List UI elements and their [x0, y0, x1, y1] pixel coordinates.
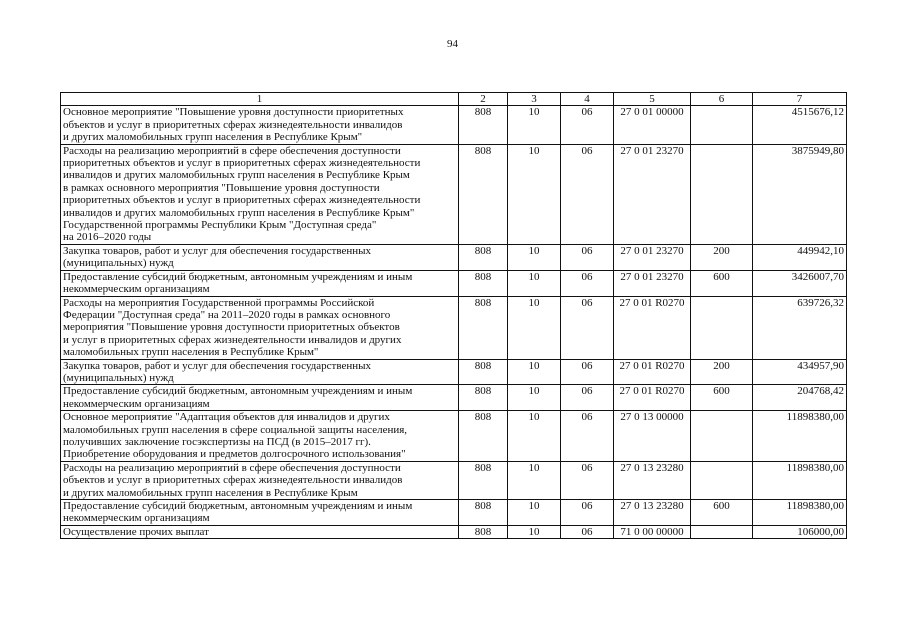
target-article-code: 27 0 01 R0270	[614, 359, 691, 385]
page-number: 94	[447, 38, 458, 50]
row-description: Предоставление субсидий бюджетным, автономным учреждениям и иным некоммерческим организациям	[61, 385, 459, 411]
expense-type-code: 600	[691, 385, 753, 411]
amount: 11898380,00	[753, 461, 847, 499]
expense-type-code: 200	[691, 244, 753, 270]
amount: 204768,42	[753, 385, 847, 411]
subsection-code: 06	[561, 500, 614, 526]
section-code: 10	[508, 525, 561, 538]
row-description: Предоставление субсидий бюджетным, автономным учреждениям и иным некоммерческим организациям	[61, 270, 459, 296]
admin-code: 808	[459, 106, 508, 144]
target-article-code: 27 0 01 23270	[614, 144, 691, 244]
header-row	[61, 93, 847, 106]
row-description: Основное мероприятие "Адаптация объектов для инвалидов и других маломобильных групп населения в сфере социальной защиты населения, получивших заключение госэкспертизы на ПСД (в 2015–2017 гг). Приобретение оборудования и предметов долгосрочного использования"	[61, 411, 459, 462]
row-description: Закупка товаров, работ и услуг для обеспечения государственных (муниципальных) нужд	[61, 359, 459, 385]
table-row	[61, 411, 847, 462]
admin-code: 808	[459, 359, 508, 385]
admin-code: 808	[459, 270, 508, 296]
subsection-code: 06	[561, 385, 614, 411]
table-row	[61, 525, 847, 538]
section-code: 10	[508, 106, 561, 144]
target-article-code: 27 0 01 00000	[614, 106, 691, 144]
header-col-7: 7	[753, 93, 847, 106]
section-code: 10	[508, 144, 561, 244]
section-code: 10	[508, 461, 561, 499]
admin-code: 808	[459, 244, 508, 270]
row-description: Расходы на мероприятия Государственной программы Российской Федерации "Доступная среда" на 2011–2020 годы в рамках основного мероприятия "Повышение уровня доступности приоритетных объектов и услуг в приоритетных сферах жизнедеятельности инвалидов и других маломобильных групп населения в Республике Крым"	[61, 296, 459, 359]
subsection-code: 06	[561, 411, 614, 462]
admin-code: 808	[459, 296, 508, 359]
table-row	[61, 500, 847, 526]
admin-code: 808	[459, 525, 508, 538]
target-article-code: 71 0 00 00000	[614, 525, 691, 538]
table-row	[61, 359, 847, 385]
section-code: 10	[508, 385, 561, 411]
header-col-4: 4	[561, 93, 614, 106]
amount: 11898380,00	[753, 411, 847, 462]
section-code: 10	[508, 244, 561, 270]
expense-type-code	[691, 411, 753, 462]
admin-code: 808	[459, 500, 508, 526]
expense-type-code	[691, 461, 753, 499]
header-col-5: 5	[614, 93, 691, 106]
subsection-code: 06	[561, 270, 614, 296]
section-code: 10	[508, 296, 561, 359]
expense-type-code: 600	[691, 270, 753, 296]
row-description: Осуществление прочих выплат	[61, 525, 459, 538]
header-col-1: 1	[61, 93, 459, 106]
target-article-code: 27 0 01 23270	[614, 244, 691, 270]
table-row	[61, 385, 847, 411]
target-article-code: 27 0 13 00000	[614, 411, 691, 462]
admin-code: 808	[459, 461, 508, 499]
budget-table	[60, 92, 847, 539]
table-row	[61, 296, 847, 359]
amount: 3875949,80	[753, 144, 847, 244]
header-col-6: 6	[691, 93, 753, 106]
target-article-code: 27 0 13 23280	[614, 461, 691, 499]
target-article-code: 27 0 01 23270	[614, 270, 691, 296]
amount: 434957,90	[753, 359, 847, 385]
table-body	[61, 106, 847, 539]
subsection-code: 06	[561, 525, 614, 538]
subsection-code: 06	[561, 359, 614, 385]
row-description: Предоставление субсидий бюджетным, автономным учреждениям и иным некоммерческим организациям	[61, 500, 459, 526]
row-description: Расходы на реализацию мероприятий в сфере обеспечения доступности объектов и услуг в приоритетных сферах жизнедеятельности инвалидов и других маломобильных групп населения в Республике Крым	[61, 461, 459, 499]
table-row	[61, 270, 847, 296]
subsection-code: 06	[561, 106, 614, 144]
table-row	[61, 106, 847, 144]
header-col-2: 2	[459, 93, 508, 106]
row-description: Закупка товаров, работ и услуг для обеспечения государственных (муниципальных) нужд	[61, 244, 459, 270]
target-article-code: 27 0 01 R0270	[614, 385, 691, 411]
table-row	[61, 244, 847, 270]
row-description: Расходы на реализацию мероприятий в сфере обеспечения доступности приоритетных объектов и услуг в приоритетных сферах жизнедеятельности инвалидов и других маломобильных групп населения в Республике Крым в рамках основного мероприятия "Повышение уровня доступности приоритетных объектов и услуг в приоритетных сферах жизнедеятельности инвалидов и других маломобильных групп населения в Республике Крым" Государственной программы Республики Крым "Доступная среда" на 2016–2020 годы	[61, 144, 459, 244]
amount: 106000,00	[753, 525, 847, 538]
admin-code: 808	[459, 144, 508, 244]
section-code: 10	[508, 359, 561, 385]
section-code: 10	[508, 411, 561, 462]
expense-type-code: 600	[691, 500, 753, 526]
expense-type-code	[691, 525, 753, 538]
amount: 639726,32	[753, 296, 847, 359]
amount: 449942,10	[753, 244, 847, 270]
subsection-code: 06	[561, 461, 614, 499]
target-article-code: 27 0 13 23280	[614, 500, 691, 526]
target-article-code: 27 0 01 R0270	[614, 296, 691, 359]
expense-type-code	[691, 296, 753, 359]
header-col-3: 3	[508, 93, 561, 106]
expense-type-code	[691, 106, 753, 144]
expense-type-code	[691, 144, 753, 244]
table-row	[61, 461, 847, 499]
amount: 3426007,70	[753, 270, 847, 296]
amount: 11898380,00	[753, 500, 847, 526]
admin-code: 808	[459, 385, 508, 411]
section-code: 10	[508, 500, 561, 526]
subsection-code: 06	[561, 144, 614, 244]
row-description: Основное мероприятие "Повышение уровня доступности приоритетных объектов и услуг в приоритетных сферах жизнедеятельности инвалидов и других маломобильных групп населения в Республике Крым"	[61, 106, 459, 144]
subsection-code: 06	[561, 296, 614, 359]
admin-code: 808	[459, 411, 508, 462]
section-code: 10	[508, 270, 561, 296]
expense-type-code: 200	[691, 359, 753, 385]
table-row	[61, 144, 847, 244]
subsection-code: 06	[561, 244, 614, 270]
amount: 4515676,12	[753, 106, 847, 144]
